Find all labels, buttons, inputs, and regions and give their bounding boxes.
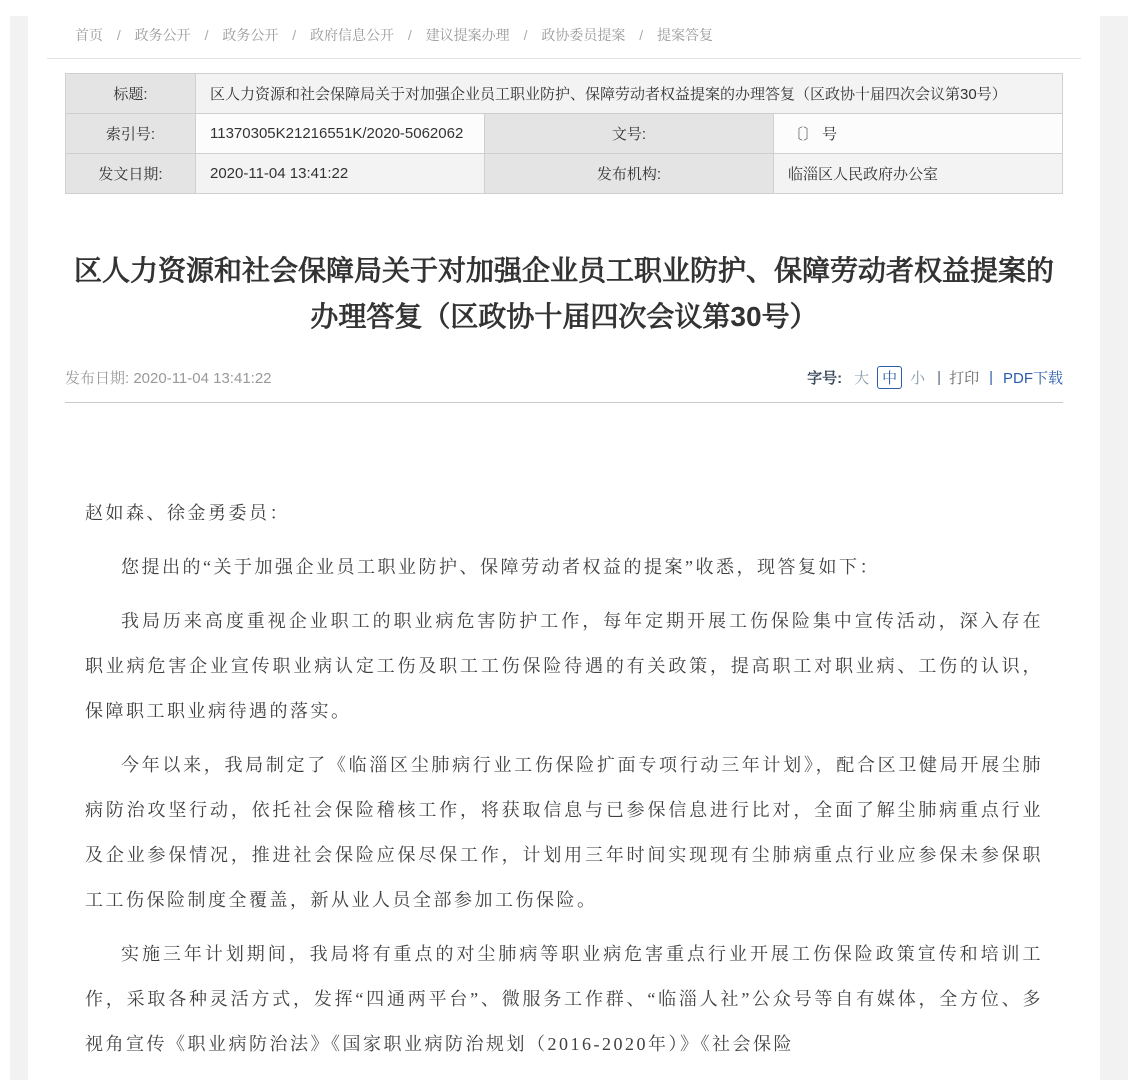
toolbar-separator: | <box>937 369 942 386</box>
breadcrumb-link-govinfo-2[interactable]: 政务公开 <box>222 27 279 43</box>
font-size-large-button[interactable]: 大 <box>854 370 870 387</box>
article-body <box>85 491 1043 1067</box>
issuing-org-label: 发布机构: <box>485 154 774 194</box>
print-button[interactable]: 打印 <box>949 370 980 387</box>
breadcrumb-link-proposal-handling[interactable]: 建议提案办理 <box>425 27 510 43</box>
font-size-medium-button[interactable]: 中 <box>877 366 902 389</box>
paragraph-salutation: 赵如森、徐金勇委员： <box>85 503 290 523</box>
publish-date-label: 发布日期: <box>65 370 130 387</box>
table-row-date <box>66 154 1063 194</box>
breadcrumb-separator: / <box>204 27 209 43</box>
issuing-org-value: 临淄区人民政府办公室 <box>774 154 1063 194</box>
publish-date <box>65 367 272 388</box>
paragraph: 我局历来高度重视企业职工的职业病危害防护工作，每年定期开展工伤保险集中宣传活动，深入存在职业病危害企业宣传职业病认定工伤及职工工伤保险待遇的有关政策，提高职工对职业病、工伤的认识，保障职工职业病待遇的落实。 <box>85 611 1043 721</box>
breadcrumb <box>47 8 1081 59</box>
page-title: 区人力资源和社会保障局关于对加强企业员工职业防护、保障劳动者权益提案的办理答复（区政协十届四次会议第30号） <box>73 255 1054 332</box>
paragraph: 您提出的“关于加强企业员工职业防护、保障劳动者权益的提案”收悉，现答复如下： <box>121 557 880 577</box>
meta-divider <box>65 402 1063 403</box>
issue-date-label: 发文日期: <box>66 154 196 194</box>
breadcrumb-link-cppcc-proposals[interactable]: 政协委员提案 <box>541 27 626 43</box>
page-left-edge <box>0 0 10 1080</box>
index-number-label: 索引号: <box>66 114 196 154</box>
paragraph: 今年以来，我局制定了《临淄区尘肺病行业工伤保险扩面专项行动三年计划》，配合区卫健局开展尘肺病防治攻坚行动，依托社会保险稽核工作，将获取信息与已参保信息进行比对，全面了解尘肺病重点行业及企业参保情况，推进社会保险应保尽保工作，计划用三年时间实现现有尘肺病重点行业应参保未参保职工工伤保险制度全覆盖，新从业人员全部参加工伤保险。 <box>85 755 1043 910</box>
breadcrumb-separator: / <box>292 27 297 43</box>
article-toolbar <box>807 366 1063 389</box>
doc-number-label: 文号: <box>485 114 774 154</box>
toolbar-separator: | <box>989 369 993 386</box>
table-row-index <box>66 114 1063 154</box>
publish-date-value: 2020-11-04 13:41:22 <box>133 370 272 387</box>
doc-number-value: 〔〕 号 <box>774 114 1063 154</box>
breadcrumb-link-public-info[interactable]: 政府信息公开 <box>310 27 395 43</box>
breadcrumb-link-home[interactable]: 首页 <box>75 27 103 43</box>
title-label: 标题: <box>66 74 196 114</box>
font-size-label: 字号: <box>807 370 843 387</box>
breadcrumb-link-govinfo-1[interactable]: 政务公开 <box>134 27 191 43</box>
breadcrumb-separator: / <box>639 27 644 43</box>
breadcrumb-current-page: 提案答复 <box>657 27 714 43</box>
article-meta-row <box>65 366 1063 389</box>
breadcrumb-separator: / <box>407 27 412 43</box>
font-size-small-button[interactable]: 小 <box>910 370 926 387</box>
breadcrumb-separator: / <box>523 27 528 43</box>
content-card <box>28 8 1100 1080</box>
title-value: 区人力资源和社会保障局关于对加强企业员工职业防护、保障劳动者权益提案的办理答复（区政协十届四次会议第30号） <box>196 74 1063 114</box>
index-number-value: 11370305K21216551K/2020-5062062 <box>196 114 485 154</box>
pdf-download-link[interactable]: PDF下载 <box>1002 370 1063 387</box>
paragraph: 实施三年计划期间，我局将有重点的对尘肺病等职业病危害重点行业开展工伤保险政策宣传和培训工作，采取各种灵活方式，发挥“四通两平台”、微服务工作群、“临淄人社”公众号等自有媒体，全方位、多视角宣传《职业病防治法》《国家职业病防治规划（2016-2020年）》《社会保险 <box>85 944 1043 1054</box>
issue-date-value: 2020-11-04 13:41:22 <box>196 154 485 194</box>
breadcrumb-separator: / <box>116 27 121 43</box>
table-row-title <box>66 74 1063 114</box>
document-info-table <box>65 73 1063 194</box>
